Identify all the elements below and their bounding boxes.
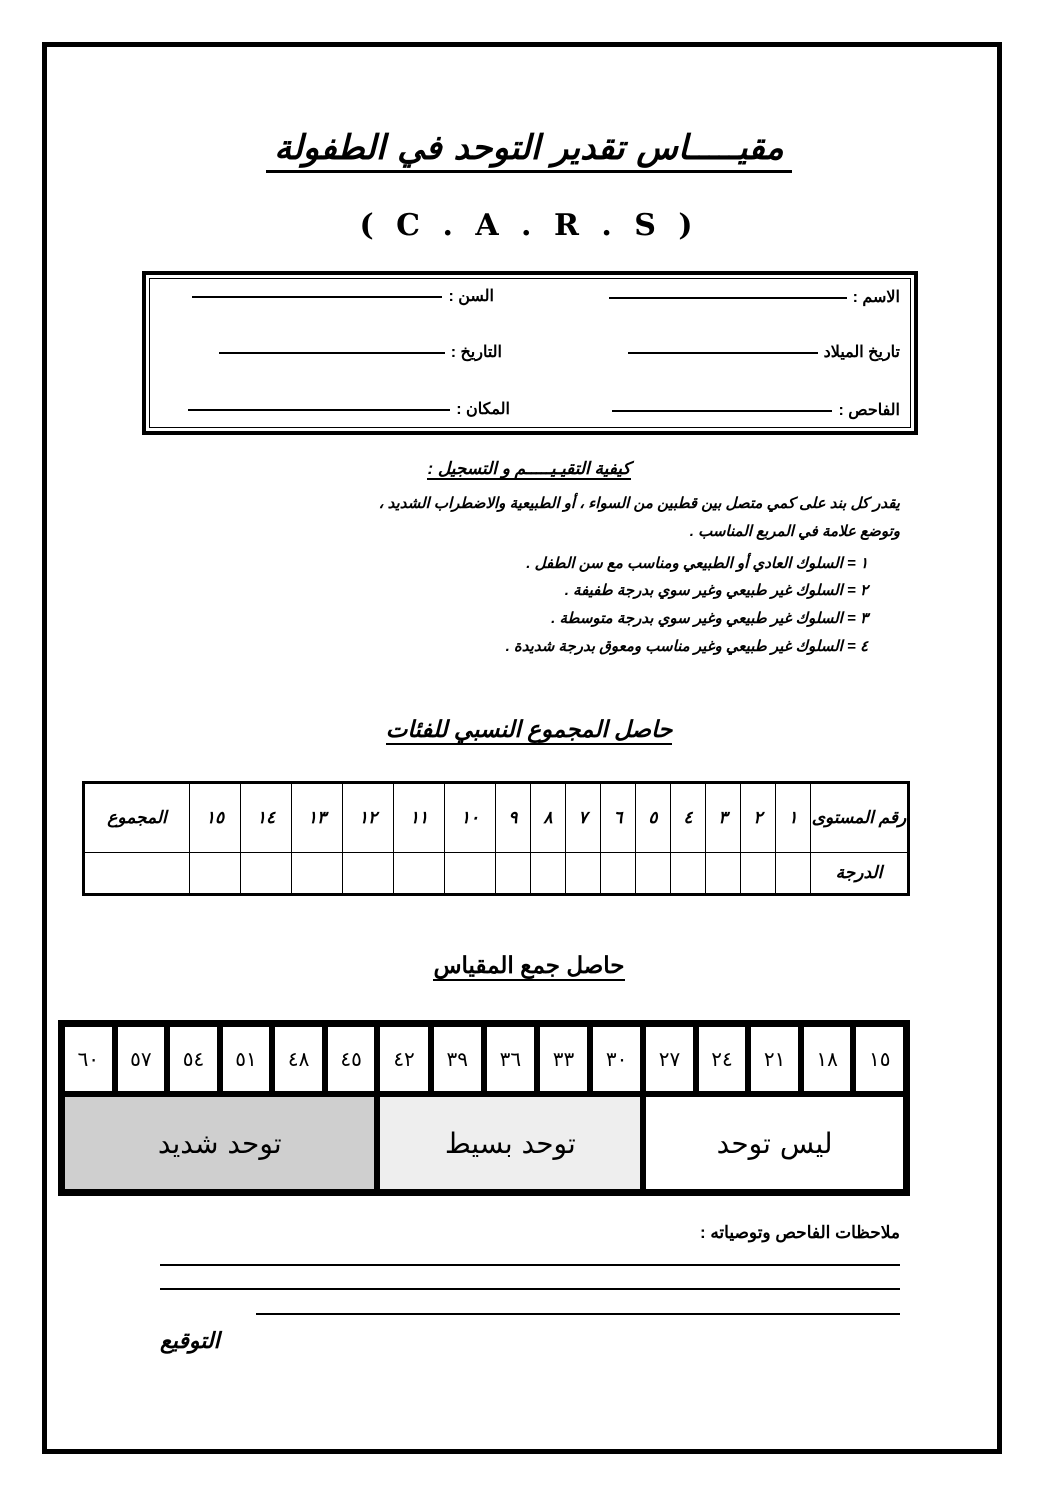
score-cell[interactable] xyxy=(671,853,706,895)
scale-score-cell: ٦٠ xyxy=(62,1024,115,1094)
score-cell[interactable] xyxy=(776,853,811,895)
score-cell[interactable] xyxy=(496,853,531,895)
scale-score-cell: ٣٣ xyxy=(537,1024,590,1094)
signature-label: التوقيع xyxy=(160,1328,220,1353)
score-cell[interactable] xyxy=(566,853,601,895)
level-cell: ١٠ xyxy=(445,783,496,853)
scale-score-cell: ٥٤ xyxy=(167,1024,220,1094)
instructions-title: كيفية التقيـيـــــم و التسجيل : xyxy=(427,459,631,478)
categories-section-title: حاصل المجموع النسبي للفئات xyxy=(0,716,1058,743)
scale-score-cell: ٢٧ xyxy=(643,1024,696,1094)
score-row-label: الدرجة xyxy=(811,853,909,895)
level-cell: ١٤ xyxy=(241,783,292,853)
level-cell: ١٢ xyxy=(343,783,394,853)
notes-line-1[interactable] xyxy=(160,1264,900,1266)
band-mild-autism: توحد بسيط xyxy=(377,1094,643,1192)
level-cell: ٦ xyxy=(601,783,636,853)
scale-score-cell: ٤٥ xyxy=(325,1024,378,1094)
band-severe-autism: توحد شديد xyxy=(62,1094,377,1192)
level-cell: ٥ xyxy=(636,783,671,853)
level-cell: ٧ xyxy=(566,783,601,853)
scale-score-cell: ٥٧ xyxy=(115,1024,168,1094)
level-cell: ٨ xyxy=(531,783,566,853)
score-cell[interactable] xyxy=(706,853,741,895)
page-title: مقيـــــاس تقدير التوحد في الطفولة xyxy=(0,128,1058,168)
instructions-line-2: وتوضع علامة في المربع المناسب . xyxy=(689,523,900,540)
scale-score-cell: ٤٢ xyxy=(377,1024,430,1094)
score-cell[interactable] xyxy=(292,853,343,895)
name-label: الاسم : xyxy=(852,289,900,306)
score-cell[interactable] xyxy=(343,853,394,895)
score-cell[interactable] xyxy=(445,853,496,895)
level-cell: ٢ xyxy=(741,783,776,853)
age-field[interactable] xyxy=(192,286,494,306)
rating-item-1: ١ = السلوك العادي أو الطبيعي ومناسب مع سن الطفل . xyxy=(526,555,868,572)
scale-score-cell: ١٥ xyxy=(853,1024,906,1094)
examiner-field[interactable] xyxy=(612,400,900,420)
scale-score-cell: ٣٩ xyxy=(431,1024,484,1094)
score-row xyxy=(84,853,909,895)
scale-scores-row xyxy=(62,1024,906,1094)
score-cell[interactable] xyxy=(636,853,671,895)
scale-score-cell: ٣٠ xyxy=(590,1024,643,1094)
name-field[interactable] xyxy=(609,287,900,307)
level-cell: ٤ xyxy=(671,783,706,853)
notes-line-3[interactable] xyxy=(256,1313,900,1315)
score-cell[interactable] xyxy=(241,853,292,895)
level-cell: ١٥ xyxy=(190,783,241,853)
scale-score-cell: ٤٨ xyxy=(272,1024,325,1094)
level-cell: ١ xyxy=(776,783,811,853)
rating-item-3: ٣ = السلوك غير طبيعي وغير سوي بدرجة متوسطة . xyxy=(551,610,868,627)
scale-score-cell: ٢٤ xyxy=(696,1024,749,1094)
examiner-label: الفاحص : xyxy=(838,402,900,419)
level-row-label: رقم المستوى xyxy=(811,783,909,853)
scale-score-cell: ٥١ xyxy=(220,1024,273,1094)
score-cell[interactable] xyxy=(531,853,566,895)
level-cell: ٩ xyxy=(496,783,531,853)
scale-score-cell: ٣٦ xyxy=(484,1024,537,1094)
total-label: المجموع xyxy=(84,783,190,853)
birth-date-field[interactable] xyxy=(628,342,900,362)
instructions-line-1: يقدر كل بند على كمي متصل بين قطبين من السواء ، أو الطبيعية والاضطراب الشديد ، xyxy=(378,495,900,512)
age-label: السن : xyxy=(448,288,494,305)
score-cell[interactable] xyxy=(190,853,241,895)
notes-line-2[interactable] xyxy=(160,1288,900,1290)
score-cell[interactable] xyxy=(394,853,445,895)
level-cell: ٣ xyxy=(706,783,741,853)
band-no-autism: ليس توحد xyxy=(643,1094,906,1192)
birth-date-label: تاريخ الميلاد xyxy=(823,344,900,361)
scale-section-title: حاصل جمع المقياس xyxy=(0,952,1058,979)
examiner-notes-label: ملاحظات الفاحص وتوصياته : xyxy=(699,1223,900,1242)
scale-bands-row xyxy=(62,1094,906,1192)
level-cell: ١١ xyxy=(394,783,445,853)
date-label: التاريخ : xyxy=(450,344,502,361)
date-field[interactable] xyxy=(219,342,502,362)
score-cell[interactable] xyxy=(601,853,636,895)
levels-row xyxy=(84,783,909,853)
place-label: المكان : xyxy=(456,401,510,418)
rating-item-4: ٤ = السلوك غير طبيعي وغير مناسب ومعوق بدرجة شديدة . xyxy=(505,638,868,655)
scale-table xyxy=(58,1020,910,1196)
level-cell: ١٣ xyxy=(292,783,343,853)
score-cell[interactable] xyxy=(741,853,776,895)
place-field[interactable] xyxy=(188,399,510,419)
levels-table xyxy=(82,781,910,896)
scale-score-cell: ٢١ xyxy=(748,1024,801,1094)
total-score-cell[interactable] xyxy=(84,853,190,895)
scale-score-cell: ١٨ xyxy=(801,1024,854,1094)
scale-abbreviation: ( C . A . R . S ) xyxy=(359,208,699,243)
rating-item-2: ٢ = السلوك غير طبيعي وغير سوي بدرجة طفيفة . xyxy=(564,582,868,599)
